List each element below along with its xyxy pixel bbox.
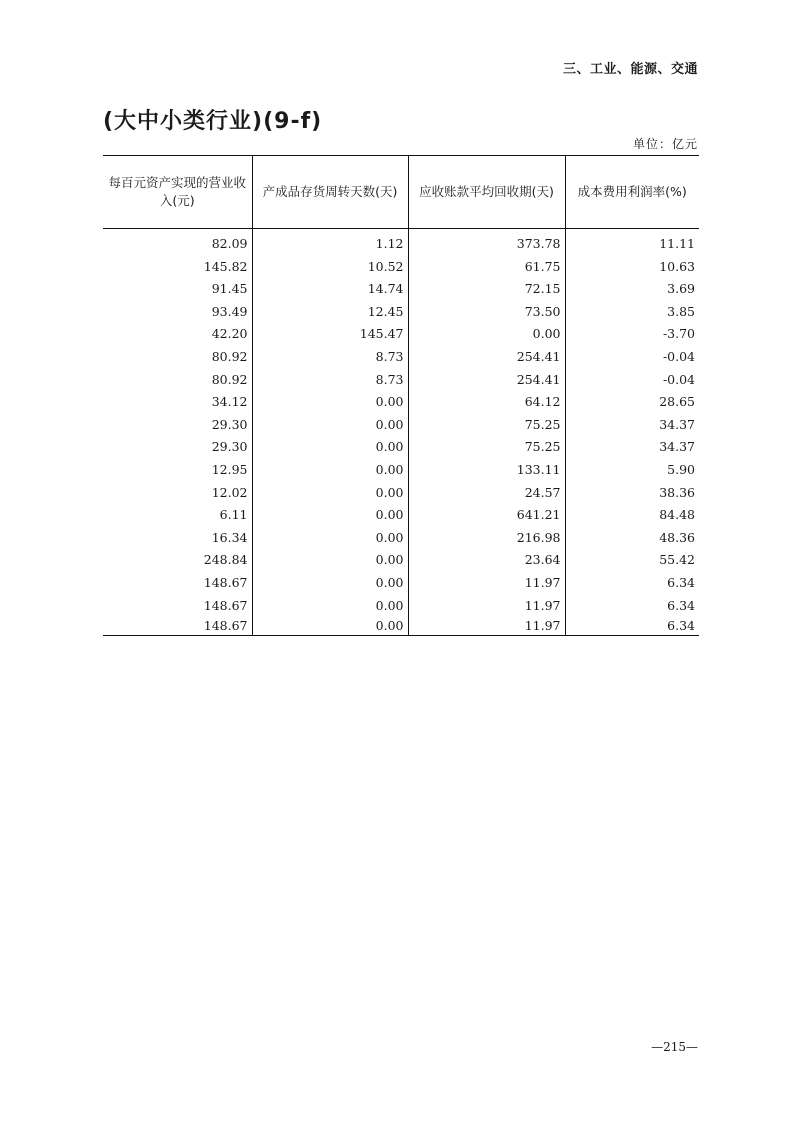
table-cell: 75.25: [408, 436, 565, 459]
table-cell: 34.12: [211, 394, 248, 410]
table-cell: 10.52: [252, 256, 408, 279]
table-cell: 373.78: [408, 229, 565, 256]
table-cell: 24.57: [408, 482, 565, 505]
table-cell: 0.00: [252, 617, 408, 636]
table-cell: 254.41: [408, 346, 565, 369]
table-row: [103, 436, 699, 459]
table-cell: 0.00: [408, 323, 565, 346]
table-cell: 0.00: [252, 482, 408, 505]
table-cell: 0.00: [252, 572, 408, 595]
page-number: —215—: [651, 1040, 698, 1054]
table-row: [103, 572, 699, 595]
table-cell: 61.75: [408, 256, 565, 279]
table-cell: 38.36: [565, 482, 699, 505]
table-row: [103, 346, 699, 369]
table-cell: 84.48: [565, 504, 699, 527]
table-cell: 64.12: [408, 391, 565, 414]
page-title: (大中小类行业)(9-f): [103, 109, 323, 134]
table-cell: 34.37: [565, 414, 699, 437]
table-cell: 80.92: [211, 348, 248, 364]
table-cell: 6.34: [565, 595, 699, 618]
table-cell: 91.45: [211, 281, 248, 297]
table-cell: 641.21: [408, 504, 565, 527]
table-cell: 6.11: [219, 507, 248, 523]
table-cell: 11.11: [565, 229, 699, 256]
table-cell: 216.98: [408, 527, 565, 550]
table-cell: 10.63: [565, 256, 699, 279]
table-row: [103, 391, 699, 414]
table-cell: 148.67: [203, 574, 248, 590]
table-cell: 42.20: [211, 326, 248, 342]
table-cell: 8.73: [252, 346, 408, 369]
table-body: [103, 229, 699, 636]
table-row: [103, 369, 699, 392]
column-header-inventory-turnover-days: 产成品存货周转天数(天): [252, 156, 408, 229]
table-row: [103, 301, 699, 324]
table-cell: 8.73: [252, 369, 408, 392]
table-cell: 0.00: [252, 549, 408, 572]
table-cell: 73.50: [408, 301, 565, 324]
table-cell: 0.00: [252, 527, 408, 550]
table-cell: 11.97: [408, 617, 565, 636]
table-row: [103, 504, 699, 527]
data-table: [103, 155, 699, 636]
table-cell: 80.92: [211, 371, 248, 387]
table-cell: 3.69: [565, 278, 699, 301]
table-row: [103, 278, 699, 301]
table-cell: 254.41: [408, 369, 565, 392]
table-cell: 0.00: [252, 504, 408, 527]
table-row: [103, 527, 699, 550]
column-header-revenue-per-hundred-assets: 每百元资产实现的营业收入(元): [103, 156, 252, 229]
table-cell: 1.12: [252, 229, 408, 256]
table-cell: 148.67: [103, 617, 252, 636]
table-cell: 12.95: [211, 461, 248, 477]
table-cell: 0.00: [252, 436, 408, 459]
column-header-cost-profit-ratio: 成本费用利润率(%): [565, 156, 699, 229]
table-cell: 6.34: [565, 572, 699, 595]
table-cell: 55.42: [565, 549, 699, 572]
table-cell: 12.02: [211, 484, 248, 500]
table-cell: 0.00: [252, 414, 408, 437]
table-cell: 0.00: [252, 595, 408, 618]
table-cell: 23.64: [408, 549, 565, 572]
table-cell: 3.85: [565, 301, 699, 324]
table-cell: 145.47: [252, 323, 408, 346]
table-header: [103, 156, 699, 229]
table-cell: 72.15: [408, 278, 565, 301]
table-cell: 11.97: [408, 595, 565, 618]
table-cell: 6.34: [565, 617, 699, 636]
table-row: [103, 482, 699, 505]
table-cell: 34.37: [565, 436, 699, 459]
table-row: [103, 256, 699, 279]
table-cell: 11.97: [408, 572, 565, 595]
table-row: [103, 414, 699, 437]
unit-label: 单位：亿元: [632, 137, 698, 151]
table-row: [103, 549, 699, 572]
table-cell: 12.45: [252, 301, 408, 324]
table-row: [103, 459, 699, 482]
table-cell: -0.04: [565, 346, 699, 369]
table-cell: 14.74: [252, 278, 408, 301]
table-cell: 28.65: [565, 391, 699, 414]
table-row: [103, 229, 699, 256]
table-cell: 148.67: [203, 597, 248, 613]
table-cell: 0.00: [252, 459, 408, 482]
header-row: [103, 156, 699, 229]
data-table-wrapper: [103, 155, 699, 636]
table-cell: 145.82: [203, 258, 248, 274]
table-cell: 48.36: [565, 527, 699, 550]
table-cell: 29.30: [211, 439, 248, 455]
table-cell: 75.25: [408, 414, 565, 437]
table-cell: -3.70: [565, 323, 699, 346]
table-cell: -0.04: [565, 369, 699, 392]
table-row: [103, 323, 699, 346]
table-cell: 93.49: [211, 303, 248, 319]
table-cell: 5.90: [565, 459, 699, 482]
section-header: 三、工业、能源、交通: [562, 62, 698, 77]
table-cell: 16.34: [211, 529, 248, 545]
table-cell: 82.09: [211, 236, 248, 251]
table-cell: 248.84: [203, 552, 248, 568]
column-header-receivables-collection-period: 应收账款平均回收期(天): [408, 156, 565, 229]
table-cell: 29.30: [211, 416, 248, 432]
table-row: [103, 595, 699, 618]
table-cell: 133.11: [408, 459, 565, 482]
table-cell: 0.00: [252, 391, 408, 414]
table-row: [103, 617, 699, 636]
